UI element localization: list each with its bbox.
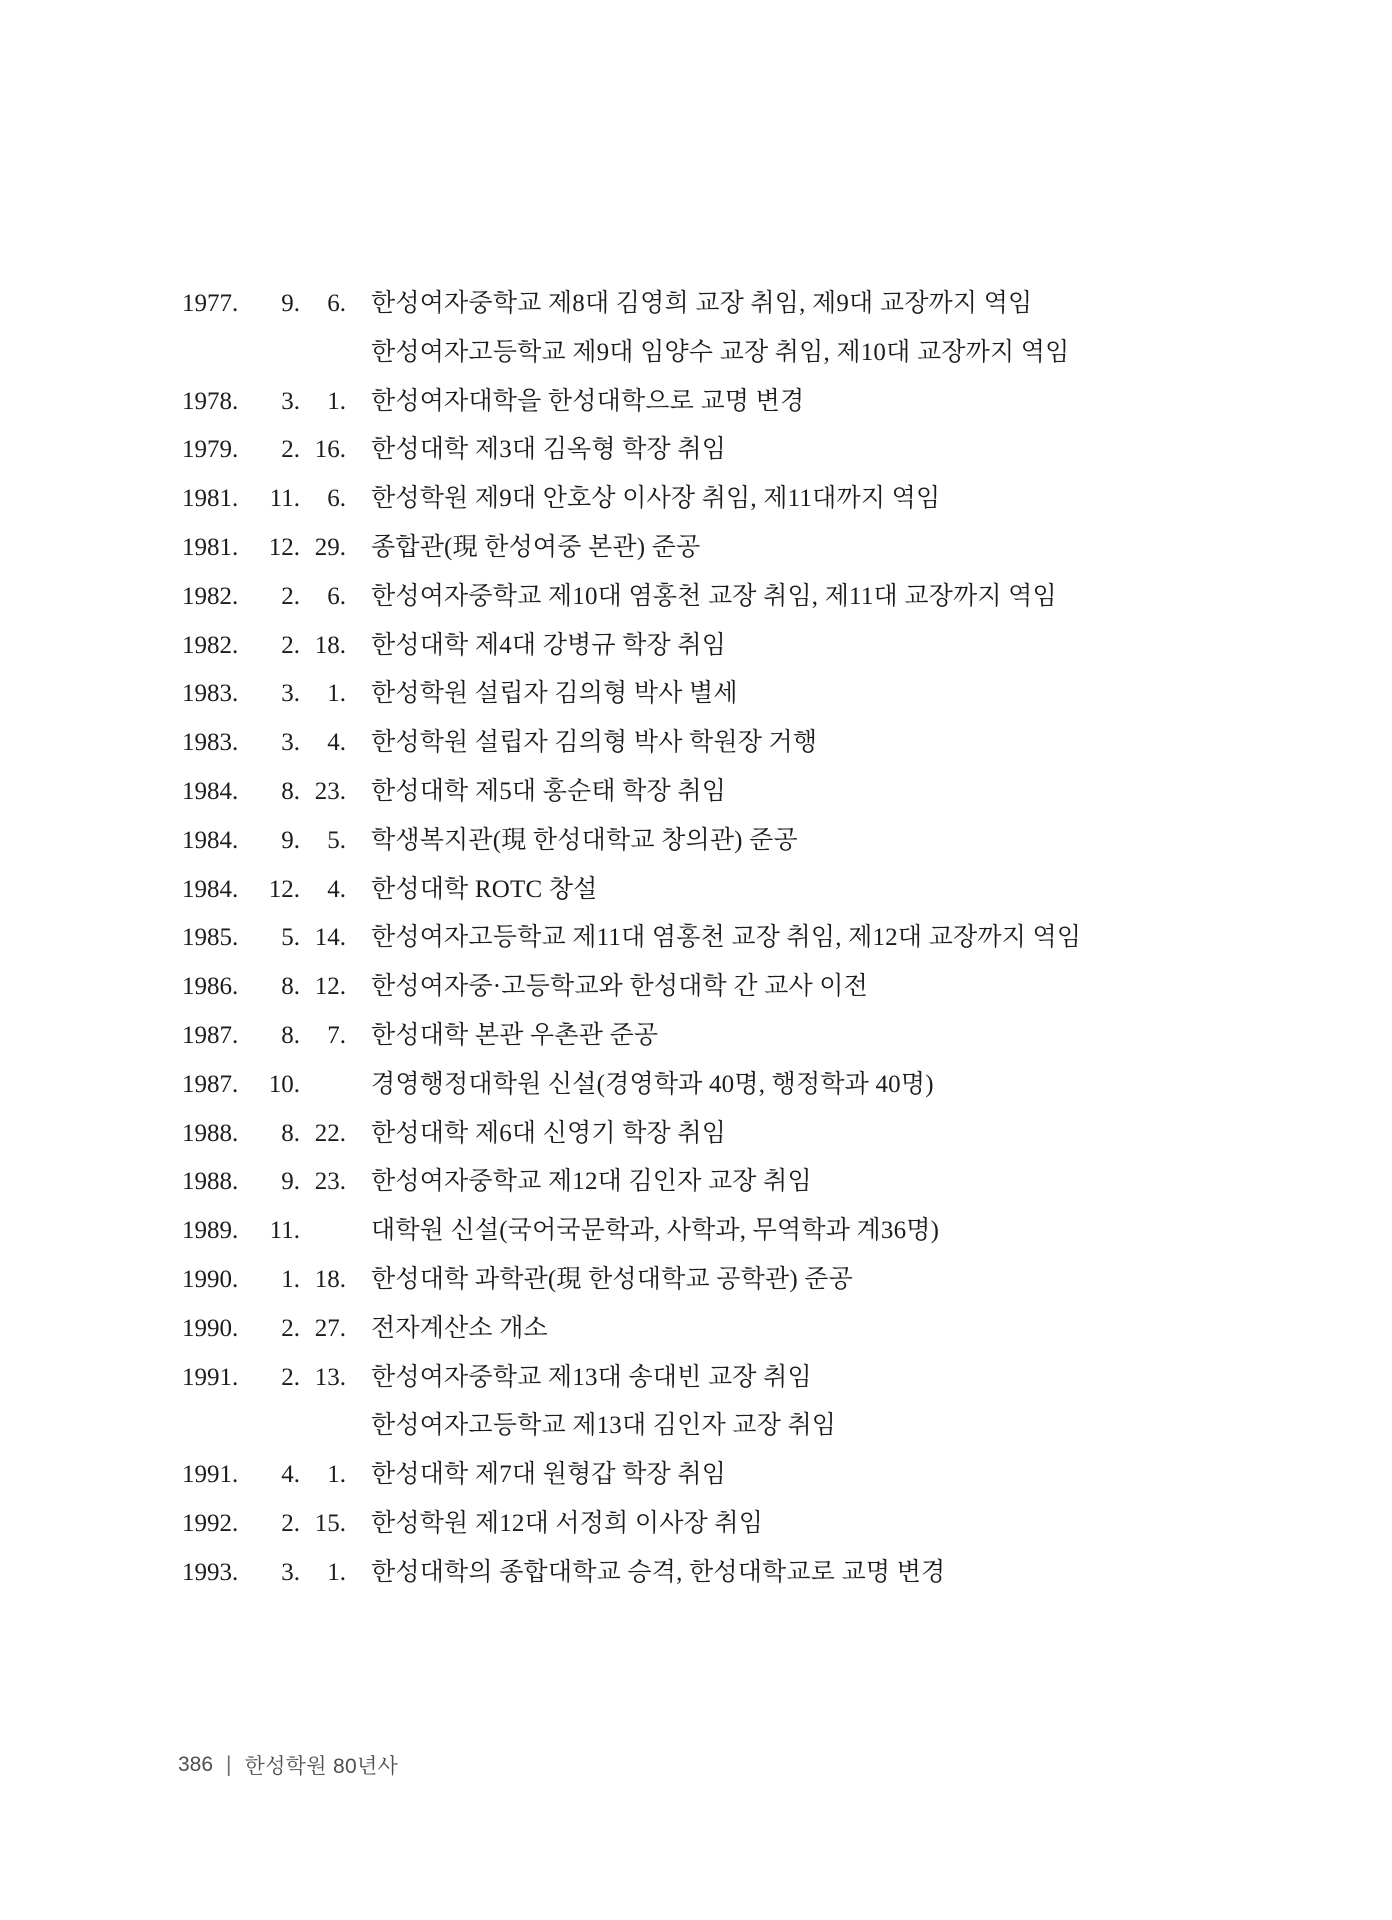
footer-separator: | (226, 1752, 232, 1777)
timeline-entry (182, 963, 1081, 1012)
entry-day: 6. (327, 485, 346, 513)
entry-year: 1990. (182, 1265, 239, 1293)
timeline-entry (182, 670, 1081, 719)
timeline-entry (182, 622, 1081, 671)
entry-year: 1977. (182, 290, 239, 317)
entry-year: 1978. (182, 387, 239, 415)
entry-day: 1. (327, 1558, 346, 1586)
entry-day: 18. (314, 1265, 346, 1293)
entry-text: 한성여자중학교 제13대 송대빈 교장 취임 (371, 1363, 812, 1391)
timeline-entry (182, 866, 1081, 915)
entry-text: 한성여자고등학교 제11대 염홍천 교장 취임, 제12대 교장까지 역임 (371, 924, 1082, 952)
entry-month: 3. (281, 729, 300, 757)
entry-year: 1993. (182, 1558, 239, 1586)
timeline-entry (182, 1061, 1081, 1110)
timeline-entry (182, 475, 1081, 524)
entry-day: 29. (314, 533, 346, 561)
timeline-entry (182, 1012, 1081, 1061)
entry-year: 1990. (182, 1314, 239, 1342)
entry-text: 한성대학 제7대 원형갑 학장 취임 (371, 1461, 727, 1489)
timeline-entry (182, 524, 1081, 573)
entry-day: 6. (327, 290, 346, 317)
entry-year: 1985. (182, 924, 239, 952)
entry-month: 4. (281, 1461, 300, 1489)
entry-text: 종합관(現 한성여중 본관) 준공 (371, 533, 701, 561)
entry-month: 2. (281, 1509, 300, 1537)
entry-text: 한성학원 설립자 김의형 박사 별세 (371, 680, 738, 708)
entry-month: 8. (281, 973, 300, 1001)
timeline-entry (182, 280, 1081, 329)
timeline-entry (182, 719, 1081, 768)
entry-text: 한성대학의 종합대학교 승격, 한성대학교로 교명 변경 (371, 1558, 946, 1586)
entry-month: 5. (281, 924, 300, 952)
entry-text: 한성여자중학교 제12대 김인자 교장 취임 (371, 1168, 812, 1196)
timeline-entry (182, 1256, 1081, 1305)
entry-day: 1. (327, 1461, 346, 1489)
entry-month: 2. (281, 582, 300, 610)
timeline-entry (182, 914, 1081, 963)
entry-day: 1. (327, 387, 346, 415)
entry-month: 3. (281, 1558, 300, 1586)
timeline-entry (182, 1158, 1081, 1207)
entry-day: 12. (314, 973, 346, 1001)
entry-day: 7. (327, 1021, 346, 1049)
entry-day: 6. (327, 582, 346, 610)
entry-day: 15. (314, 1509, 346, 1537)
entry-year: 1988. (182, 1119, 239, 1147)
timeline-entry (182, 1549, 1081, 1598)
timeline-entry (182, 378, 1081, 427)
entry-year: 1989. (182, 1217, 239, 1245)
entry-month: 8. (281, 1021, 300, 1049)
entry-month: 9. (281, 290, 300, 317)
entry-year: 1987. (182, 1070, 239, 1098)
entry-month: 3. (281, 680, 300, 708)
entry-text: 한성학원 제12대 서정희 이사장 취임 (371, 1509, 764, 1537)
entry-text: 한성대학 제4대 강병규 학장 취임 (371, 631, 727, 659)
entry-month: 11. (269, 1217, 300, 1245)
entry-day: 1. (327, 680, 346, 708)
entry-day: 27. (314, 1314, 346, 1342)
entry-text: 한성여자고등학교 제13대 김인자 교장 취임 (371, 1412, 837, 1440)
entry-text: 한성여자고등학교 제9대 임양수 교장 취임, 제10대 교장까지 역임 (371, 338, 1070, 366)
entry-year: 1987. (182, 1021, 239, 1049)
entry-text: 경영행정대학원 신설(경영학과 40명, 행정학과 40명) (371, 1070, 934, 1098)
timeline-entry (182, 426, 1081, 475)
entry-text: 학생복지관(現 한성대학교 창의관) 준공 (371, 826, 798, 854)
entry-month: 10. (268, 1070, 300, 1098)
entry-day: 23. (314, 777, 346, 805)
entry-year: 1981. (182, 485, 239, 513)
entry-text: 대학원 신설(국어국문학과, 사학과, 무역학과 계36명) (371, 1217, 940, 1245)
entry-text: 한성대학 ROTC 창설 (371, 875, 598, 903)
entry-month: 2. (281, 1363, 300, 1391)
entry-year: 1984. (182, 777, 239, 805)
entry-month: 12. (268, 533, 300, 561)
entry-year: 1991. (182, 1363, 239, 1391)
timeline-entry-continuation (182, 329, 1081, 378)
entry-year: 1983. (182, 729, 239, 757)
entry-day: 23. (314, 1168, 346, 1196)
entry-day: 4. (327, 875, 346, 903)
entry-day: 5. (327, 826, 346, 854)
entry-year: 1981. (182, 533, 239, 561)
entry-text: 한성학원 제9대 안호상 이사장 취임, 제11대까지 역임 (371, 485, 941, 513)
timeline-entry (182, 817, 1081, 866)
entry-text: 전자계산소 개소 (371, 1314, 548, 1342)
entry-text: 한성대학 본관 우촌관 준공 (371, 1021, 659, 1049)
entry-day: 22. (314, 1119, 346, 1147)
entry-text: 한성여자중·고등학교와 한성대학 간 교사 이전 (371, 973, 868, 1001)
entry-month: 1. (281, 1265, 300, 1293)
entry-month: 3. (281, 387, 300, 415)
entry-year: 1988. (182, 1168, 239, 1196)
timeline-entry-continuation (182, 1402, 1081, 1451)
book-title: 한성학원 80년사 (244, 1755, 399, 1778)
entry-month: 9. (281, 826, 300, 854)
entry-month: 9. (281, 1168, 300, 1196)
timeline-entry (182, 768, 1081, 817)
timeline-entry (182, 1110, 1081, 1159)
entry-year: 1982. (182, 631, 239, 659)
page-number: 386 (178, 1753, 214, 1776)
entry-day: 16. (314, 436, 346, 464)
entry-day: 18. (314, 631, 346, 659)
entry-text: 한성대학 과학관(現 한성대학교 공학관) 준공 (371, 1265, 854, 1293)
entry-month: 12. (268, 875, 300, 903)
entry-year: 1984. (182, 875, 239, 903)
entry-month: 2. (281, 1314, 300, 1342)
chronology-list (182, 280, 1081, 1598)
timeline-entry (182, 573, 1081, 622)
entry-day: 4. (327, 729, 346, 757)
entry-month: 8. (281, 1119, 300, 1147)
entry-text: 한성여자중학교 제10대 염홍천 교장 취임, 제11대 교장까지 역임 (371, 582, 1057, 610)
entry-month: 11. (269, 485, 300, 513)
entry-year: 1984. (182, 826, 239, 854)
entry-month: 2. (281, 631, 300, 659)
entry-text: 한성대학 제6대 신영기 학장 취임 (371, 1119, 727, 1147)
entry-text: 한성학원 설립자 김의형 박사 학원장 거행 (371, 729, 818, 757)
timeline-entry (182, 1451, 1081, 1500)
entry-day: 14. (314, 924, 346, 952)
entry-year: 1986. (182, 973, 239, 1001)
entry-month: 2. (281, 436, 300, 464)
entry-month: 8. (281, 777, 300, 805)
timeline-entry (182, 1207, 1081, 1256)
entry-year: 1979. (182, 436, 239, 464)
timeline-entry (182, 1305, 1081, 1354)
entry-day: 13. (314, 1363, 346, 1391)
entry-year: 1992. (182, 1509, 239, 1537)
entry-year: 1983. (182, 680, 239, 708)
entry-text: 한성대학 제3대 김옥형 학장 취임 (371, 436, 727, 464)
timeline-entry (182, 1354, 1081, 1403)
entry-year: 1982. (182, 582, 239, 610)
page-footer (178, 1750, 398, 1780)
entry-text: 한성여자중학교 제8대 김영희 교장 취임, 제9대 교장까지 역임 (371, 290, 1033, 317)
entry-year: 1991. (182, 1461, 239, 1489)
entry-text: 한성대학 제5대 홍순태 학장 취임 (371, 777, 727, 805)
timeline-entry (182, 1500, 1081, 1549)
entry-text: 한성여자대학을 한성대학으로 교명 변경 (371, 387, 805, 415)
